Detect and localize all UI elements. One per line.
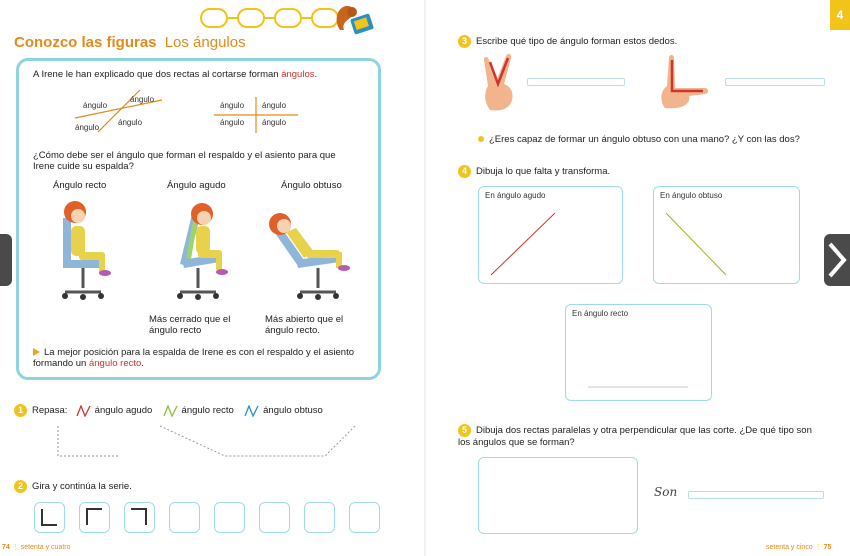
- bubble-1: [200, 8, 228, 28]
- serie-box-1: [34, 502, 65, 533]
- conclusion-before: La mejor posición para la espalda de Irene es con el respaldo y el asiento formando un: [33, 347, 354, 369]
- legend-recto: ángulo recto: [181, 405, 234, 417]
- legend-obtuso: ángulo obtuso: [263, 405, 323, 417]
- intro-after: .: [314, 69, 318, 80]
- title-main: Conozco las figuras: [14, 34, 157, 51]
- next-page-arrow[interactable]: [824, 234, 850, 286]
- intro-before: A Irene le han explicado que dos rectas al cortarse forman: [33, 69, 282, 80]
- hand-right-angle-icon: [655, 52, 715, 112]
- squirrel-book-icon: [332, 2, 376, 36]
- page-number: 74: [2, 544, 10, 551]
- page-number: 75: [823, 544, 832, 551]
- option-recto: Ángulo recto: [53, 180, 107, 191]
- activity-3-bullet: [478, 134, 800, 145]
- option-agudo: Ángulo agudo: [167, 180, 226, 191]
- recto-legend-icon: [163, 405, 179, 417]
- conclusion-highlight: ángulo recto: [88, 358, 142, 369]
- activity-5-text: Dibuja dos rectas paralelas y otra perpendicular que las corte. ¿De qué tipo son los ángulos que se forman?: [458, 425, 812, 448]
- box-obtuso-label: En ángulo obtuso: [660, 191, 723, 200]
- angle-label: ángulo: [220, 101, 245, 110]
- activity-1: [14, 404, 323, 417]
- drawing-box-parallels[interactable]: [478, 457, 638, 534]
- agudo-legend-icon: [76, 405, 92, 417]
- answer-line-hand-2[interactable]: [725, 78, 825, 86]
- left-footer: 74 ⋮ setenta y cuatro: [2, 544, 71, 551]
- serie-box-3: [124, 502, 155, 533]
- activity-2-text: Gira y continúa la serie.: [32, 481, 132, 493]
- angle-label: ángulo: [83, 101, 108, 110]
- corner-top-left-icon: [80, 503, 108, 531]
- activity-2: [14, 480, 132, 493]
- bubble-2: [237, 8, 265, 28]
- chapter-bubbles: [200, 7, 350, 29]
- intro-text: [33, 69, 373, 80]
- question-text: ¿Cómo debe ser el ángulo que forman el respaldo y el asiento para que Irene cuide su espalda?: [33, 150, 336, 172]
- serie-box-empty[interactable]: [169, 502, 200, 533]
- angle-label: ángulo: [220, 118, 245, 127]
- son-label: Son: [654, 485, 678, 499]
- dotted-angles-to-trace[interactable]: [50, 422, 370, 462]
- activity-number: 4: [458, 165, 471, 178]
- intro-highlight: ángulos: [281, 69, 315, 80]
- activity-4-text: Dibuja lo que falta y transforma.: [476, 166, 611, 178]
- angle-label: ángulo: [75, 123, 100, 132]
- title-sub: Los ángulos: [164, 34, 246, 51]
- serie-box-empty[interactable]: [214, 502, 245, 533]
- activity-3: [458, 35, 677, 48]
- box-agudo-label: En ángulo agudo: [485, 191, 546, 200]
- activity-number: 3: [458, 35, 471, 48]
- triangle-bullet-icon: [33, 348, 40, 356]
- activity-number: 2: [14, 480, 27, 493]
- hand-acute-angle-icon: [478, 52, 526, 112]
- angle-label: ángulo: [262, 101, 287, 110]
- activity-4: [458, 165, 610, 178]
- activity-number: 1: [14, 404, 27, 417]
- answer-line-hand-1[interactable]: [527, 78, 625, 86]
- activity-5: [458, 424, 818, 448]
- page-number-words: setenta y cuatro: [20, 544, 71, 551]
- option-obtuso: Ángulo obtuso: [281, 180, 342, 191]
- activity-3-text: Escribe qué tipo de ángulo forman estos dedos.: [476, 36, 678, 48]
- serie-box-2: [79, 502, 110, 533]
- prev-page-arrow[interactable]: [0, 234, 12, 286]
- box-angulo-recto[interactable]: [565, 304, 712, 401]
- angle-label: ángulo: [130, 95, 155, 104]
- unit-tab: 4: [830, 0, 850, 30]
- obtuso-line: [654, 187, 801, 285]
- agudo-line: [479, 187, 624, 285]
- page-number-words: setenta y cinco: [766, 544, 813, 551]
- conclusion-after: .: [141, 358, 144, 369]
- corner-bottom-left-icon: [35, 503, 63, 531]
- angle-label: ángulo: [262, 118, 287, 127]
- box-recto-label: En ángulo recto: [572, 309, 629, 318]
- activity-1-text: Repasa:: [32, 405, 68, 417]
- angle-label: ángulo: [118, 118, 143, 127]
- right-footer: setenta y cinco ⋮ 75: [766, 544, 832, 551]
- page-spine: [424, 0, 426, 556]
- conclusion-text: [33, 347, 373, 369]
- corner-top-right-icon: [125, 503, 153, 531]
- note-agudo: Más cerrado que el ángulo recto: [149, 314, 231, 336]
- bubble-3: [274, 8, 302, 28]
- recto-line: [566, 305, 713, 402]
- chevron-right-icon: [824, 234, 850, 286]
- note-obtuso: Más abierto que el ángulo recto.: [265, 314, 344, 336]
- answer-line-son[interactable]: [688, 491, 824, 499]
- box-angulo-obtuso[interactable]: [653, 186, 800, 284]
- serie-box-empty[interactable]: [349, 502, 380, 533]
- girl-chair-obtuso-illustration: [260, 196, 360, 302]
- girl-chair-agudo-illustration: [158, 196, 238, 302]
- obtuso-legend-icon: [244, 405, 260, 417]
- legend-agudo: ángulo agudo: [94, 405, 153, 417]
- page-title: [14, 34, 246, 51]
- activity-number: 5: [458, 424, 471, 437]
- serie-box-empty[interactable]: [304, 502, 335, 533]
- girl-chair-recto-illustration: [45, 196, 125, 302]
- box-angulo-agudo[interactable]: [478, 186, 623, 284]
- activity-3-bullet-text: ¿Eres capaz de formar un ángulo obtuso con una mano? ¿Y con las dos?: [489, 134, 800, 145]
- serie-box-empty[interactable]: [259, 502, 290, 533]
- bullet-dot-icon: [478, 136, 484, 142]
